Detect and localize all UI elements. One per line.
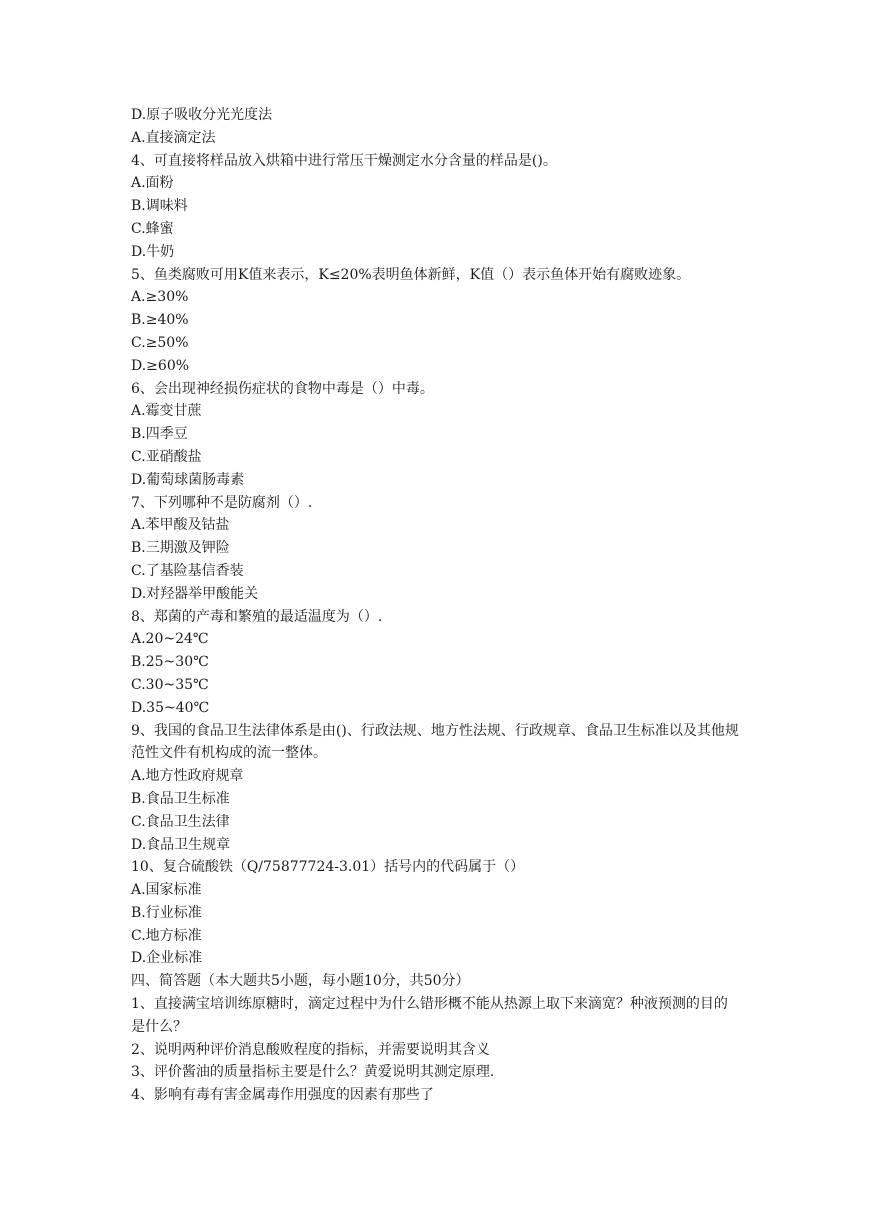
question-5: 5、鱼类腐败可用K值来表示，K≤20%表明鱼体新鲜，K值（）表示鱼体开始有腐败迹象。	[131, 266, 691, 283]
short-answer-2: 2、说明两种评价消息酸败程度的指标，并需要说明其含义	[131, 1041, 490, 1058]
q10-option-c: C.地方标准	[131, 927, 202, 944]
q6-option-d: D.葡萄球菌肠毒素	[131, 471, 245, 488]
q4-option-d: D.牛奶	[131, 243, 175, 260]
q10-option-d: D.企业标准	[131, 950, 203, 967]
short-answer-3: 3、评价酱油的质量指标主要是什么？黄爱说明其测定原理.	[131, 1064, 495, 1081]
q10-option-b: B.行业标准	[131, 904, 202, 921]
option-a-direct-titration: A.直接滴定法	[131, 129, 216, 146]
q4-option-c: C.蜂蜜	[131, 220, 174, 237]
q7-option-c: C.了基险基信香装	[131, 562, 244, 579]
question-6: 6、会出现神经损伤症状的食物中毒是（）中毒。	[131, 380, 434, 397]
question-9: 9、我国的食品卫生法律体系是由()、行政法规、地方性法规、行政规章、食品卫生标准以及其他规范性文件有机构成的流一整体。	[131, 722, 739, 762]
q9-option-d: D.食品卫生规章	[131, 836, 231, 853]
q7-option-d: D.对羟器举甲酸能关	[131, 585, 259, 602]
q5-option-d: D.≥60%	[131, 357, 190, 374]
document-body	[131, 104, 741, 1107]
q6-option-a: A.霉变甘蔗	[131, 403, 202, 420]
q5-option-b: B.≥40%	[131, 312, 189, 329]
q8-option-c: C.30~35℃	[131, 676, 209, 693]
question-7: 7、下列哪种不是防腐剂（）.	[131, 494, 313, 511]
q7-option-b: B.三期激及钾险	[131, 540, 230, 557]
question-4: 4、可直接将样品放入烘箱中进行常压干燥测定水分含量的样品是()。	[131, 152, 557, 169]
q9-option-a: A.地方性政府规章	[131, 768, 244, 785]
q6-option-b: B.四季豆	[131, 426, 188, 443]
q10-option-a: A.国家标准	[131, 882, 202, 899]
q8-option-b: B.25~30℃	[131, 654, 209, 671]
question-8: 8、郑菌的产毒和繁殖的最适温度为（）.	[131, 608, 383, 625]
q4-option-a: A.面粉	[131, 175, 174, 192]
q8-option-d: D.35~40℃	[131, 699, 210, 716]
q5-option-a: A.≥30%	[131, 289, 189, 306]
option-d-atomic-absorption: D.原子吸收分光光度法	[131, 107, 273, 123]
q8-option-a: A.20~24℃	[131, 631, 209, 648]
question-10: 10、复合硫酸铁（Q/75877724-3.01）括号内的代码属于（）	[131, 859, 525, 876]
short-answer-4: 4、影响有毒有害金属毒作用强度的因素有那些了	[131, 1087, 434, 1104]
q9-option-b: B.食品卫生标准	[131, 790, 230, 807]
q5-option-c: C.≥50%	[131, 334, 189, 351]
q9-option-c: C.食品卫生法律	[131, 813, 230, 830]
q4-option-b: B.调味料	[131, 198, 188, 215]
q6-option-c: C.亚硝酸盐	[131, 448, 202, 465]
q7-option-a: A.苯甲酸及钴盐	[131, 517, 230, 534]
short-answer-1: 1、直接满宝培训练原糖时，滴定过程中为什么错形概不能从热源上取下来滴宽？种液预测的目的是什么？	[131, 996, 728, 1035]
section-heading-short-answer: 四、简答题（本大题共5小题，每小题10分，共50分）	[131, 973, 470, 990]
